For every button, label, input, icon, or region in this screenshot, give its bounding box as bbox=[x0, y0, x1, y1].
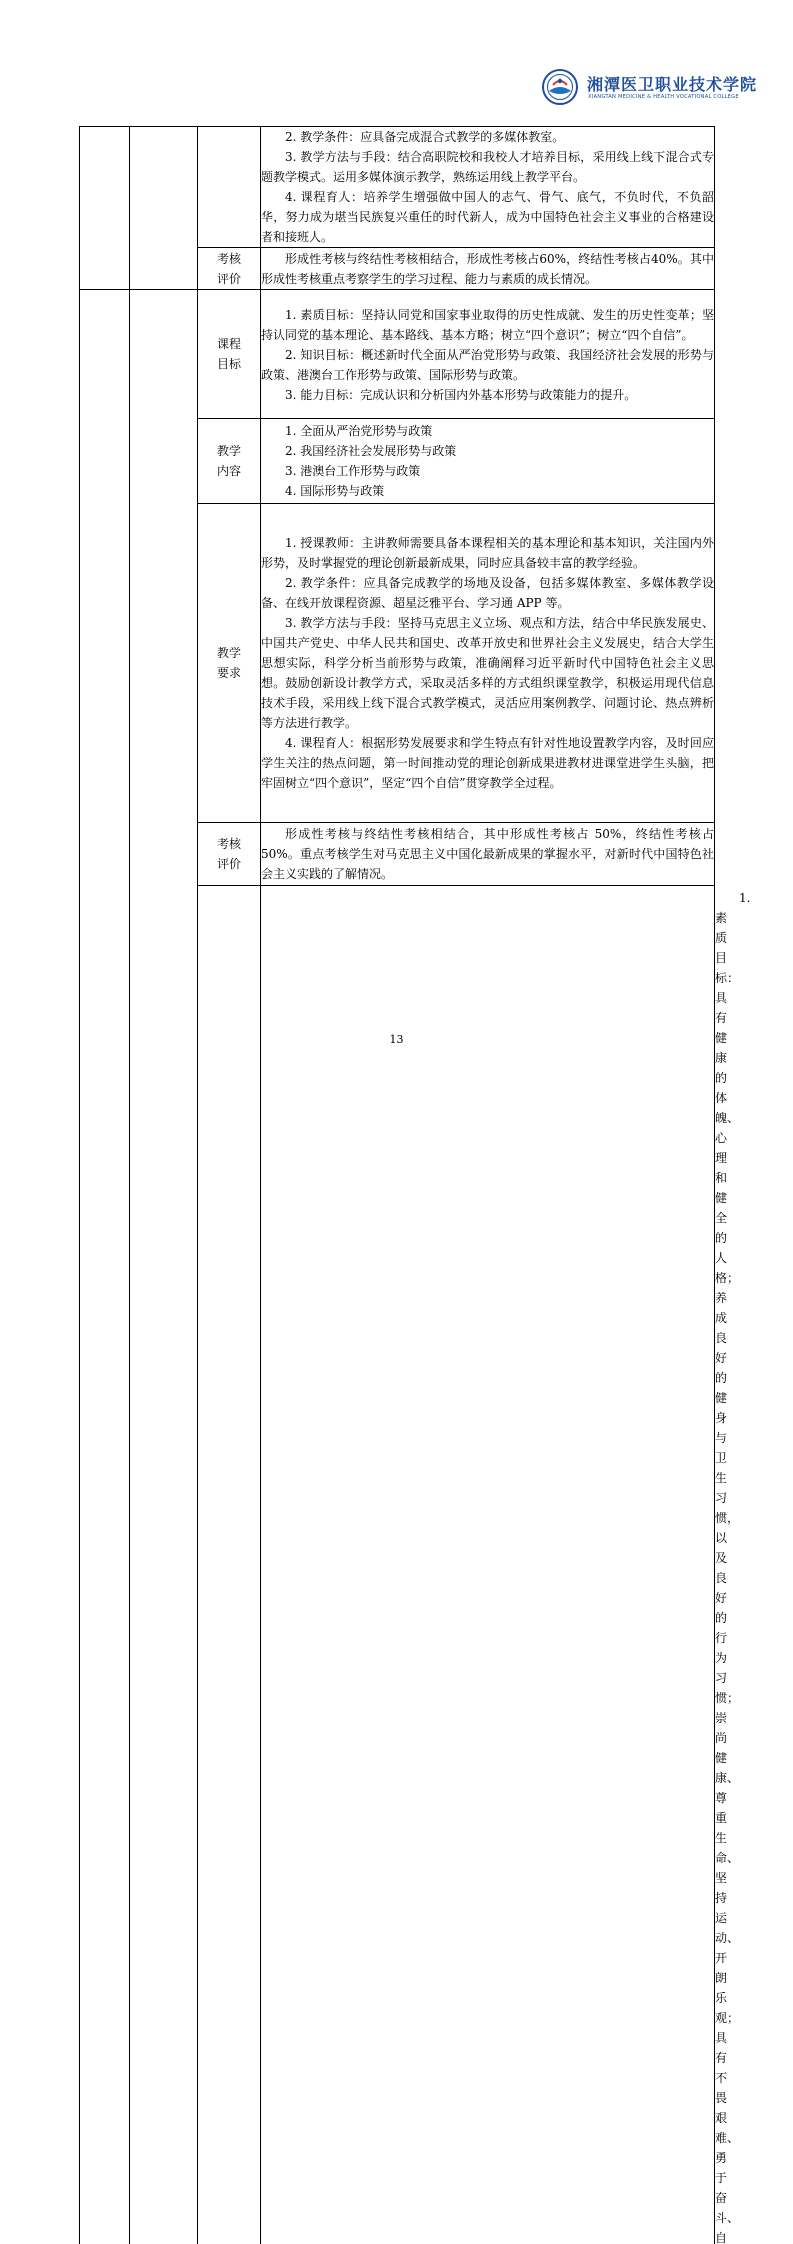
school-name-cn: 湘潭医卫职业技术学院 bbox=[587, 72, 757, 95]
requirements-label: 教学要求 bbox=[198, 504, 261, 823]
page-number: 13 bbox=[0, 1033, 793, 1046]
requirement-item: 1. 授课教师：主讲教师需要具备本课程相关的基本理论和基本知识，关注国内外形势，及时掌握党的理论创新最新成果，同时应具备较丰富的教学经验。 bbox=[261, 533, 714, 573]
table-row bbox=[80, 127, 715, 248]
requirement-item: 3. 教学方法与手段：坚持马克思主义立场、观点和方法，结合中华民族发展史、中国共产党史、中华人民共和国史、改革开放史和世界社会主义发展史，结合大学生思想实际，科学分析当前形势与政策，准确阐释习近平新时代中国特色社会主义思想。鼓励创新设计教学方式，采取灵活多样的方式组织课堂教学，积极运用现代信息技术手段，采用线上线下混合式教学模式，灵活应用案例教学、问题讨论、热点辨析等方法进行教学。 bbox=[261, 613, 714, 733]
assessment-label: 考核评价 bbox=[198, 823, 261, 886]
school-emblem-icon bbox=[542, 69, 578, 105]
requirement-item: 4. 课程育人：根据形势发展要求和学生特点有针对性地设置教学内容，及时回应学生关注的热点问题，第一时间推动党的理论创新成果进教材进课堂进学生头脑，把牢固树立“四个意识”，坚定“四个自信”贯穿教学全过程。 bbox=[261, 733, 714, 793]
course-number-cell bbox=[80, 127, 130, 290]
assessment-text: 形成性考核与终结性考核相结合，形成性考核占60%，终结性考核占40%。其中形成性考核重点考察学生的学习过程、能力与素质的成长情况。 bbox=[261, 249, 714, 289]
school-name-en: XIANGTAN MEDICINE & HEALTH VOCATIONAL COLLEGE bbox=[588, 94, 739, 100]
course-name bbox=[130, 290, 198, 2244]
requirement-item: 2. 教学条件：应具备完成混合式教学的多媒体教室。 bbox=[261, 127, 714, 147]
goal-item: 3. 能力目标：完成认识和分析国内外基本形势与政策能力的提升。 bbox=[261, 385, 714, 405]
content-label: 教学内容 bbox=[198, 419, 261, 504]
assessment-label: 考核评价 bbox=[198, 248, 261, 290]
requirements-label-cell bbox=[198, 127, 261, 248]
course-name bbox=[261, 886, 715, 2244]
requirements-cell bbox=[261, 504, 715, 823]
content-item: 4. 国际形势与政策 bbox=[261, 481, 714, 501]
goals-cell bbox=[261, 290, 715, 419]
content-cell bbox=[261, 419, 715, 504]
goal-item: 1. 素质目标：坚持认同党和国家事业取得的历史性成就、发生的历史性变革；坚持认同党的基本理论、基本路线、基本方略；树立“四个意识”；树立“四个自信”。 bbox=[261, 305, 714, 345]
table-row bbox=[80, 290, 715, 419]
course-number bbox=[80, 290, 130, 2244]
assessment-cell bbox=[261, 248, 715, 290]
requirement-item: 3. 教学方法与手段：结合高职院校和我校人才培养目标，采用线上线下混合式专题教学模式。运用多媒体演示教学，熟练运用线上教学平台。 bbox=[261, 147, 714, 187]
goals-label: 课程目标 bbox=[198, 290, 261, 419]
assessment-text: 形成性考核与终结性考核相结合，其中形成性考核占 50%，终结性考核占 50%。重点考核学生对马克思主义中国化最新成果的掌握水平，对新时代中国特色社会主义实践的了解情况。 bbox=[261, 824, 714, 884]
requirements-cell bbox=[261, 127, 715, 248]
table-row: 1. 素质目标：具有健康的体魄、心理和健全的人格；养成良好的健身与卫生习惯，以及良好的行为习惯；崇尚健康、尊重生命、坚持运动、开朗乐观；具有不畏艰难、勇于奋斗、自 bbox=[80, 886, 715, 2244]
assessment-cell bbox=[261, 823, 715, 886]
requirement-item: 4. 课程育人：培养学生增强做中国人的志气、骨气、底气，不负时代，不负韶华，努力成为堪当民族复兴重任的时代新人，成为中国特色社会主义事业的合格建设者和接班人。 bbox=[261, 187, 714, 247]
school-logo bbox=[532, 66, 752, 110]
requirement-item: 2. 教学条件：应具备完成教学的场地及设备，包括多媒体教室、多媒体教学设备、在线开放课程资源、超星泛雅平台、学习通 APP 等。 bbox=[261, 573, 714, 613]
content-item: 1. 全面从严治党形势与政策 bbox=[261, 421, 714, 441]
content-item: 2. 我国经济社会发展形势与政策 bbox=[261, 441, 714, 461]
course-table bbox=[79, 126, 715, 2244]
content-item: 3. 港澳台工作形势与政策 bbox=[261, 461, 714, 481]
course-name-cell bbox=[130, 127, 198, 290]
goal-item: 2. 知识目标：概述新时代全面从严治党形势与政策、我国经济社会发展的形势与政策、港澳台工作形势与政策、国际形势与政策。 bbox=[261, 345, 714, 385]
course-number bbox=[198, 886, 261, 2244]
